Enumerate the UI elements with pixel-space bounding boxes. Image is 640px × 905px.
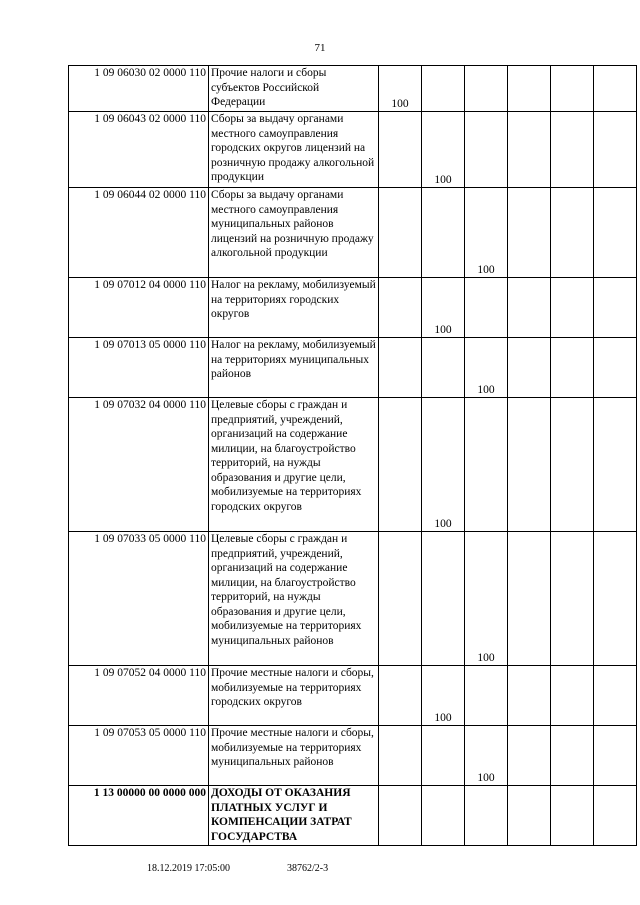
value-cell [465,726,508,786]
value-cell [551,338,594,398]
value-cell [379,726,422,786]
value-cell [508,112,551,188]
value-cell [594,278,637,338]
table-row [69,338,637,398]
value-cell [422,66,465,112]
value-cell [594,188,637,278]
table-row [69,786,637,846]
table-row [69,278,637,338]
value-text: 100 [477,651,495,664]
value-cell [551,112,594,188]
table-row [69,188,637,278]
value-cell [508,726,551,786]
row-name: Целевые сборы с граждан и предприятий, учреждений, организаций на содержание милиции, на благоустройство территорий, на нужды образования и другие цели, мобилизуемые на территориях муниципальных районов [209,532,379,666]
value-cell [508,66,551,112]
value-cell [422,786,465,846]
table-row [69,532,637,666]
value-cell [465,338,508,398]
table-row [69,726,637,786]
row-code: 1 13 00000 00 0000 000 [69,786,209,846]
row-code: 1 09 07033 05 0000 110 [69,532,209,666]
value-cell [551,66,594,112]
value-cell [508,278,551,338]
table-row [69,666,637,726]
value-cell [422,338,465,398]
value-cell [379,66,422,112]
row-name: Сборы за выдачу органами местного самоуправления городских округов лицензий на розничную продажу алкогольной продукции [209,112,379,188]
value-cell [551,786,594,846]
value-cell [465,66,508,112]
value-cell [508,666,551,726]
value-cell [379,338,422,398]
row-name: Целевые сборы с граждан и предприятий, учреждений, организаций на содержание милиции, на благоустройство территорий, на нужды образования и другие цели, мобилизуемые на территориях городских округов [209,398,379,532]
row-code: 1 09 07052 04 0000 110 [69,666,209,726]
value-cell [551,666,594,726]
value-cell [422,398,465,532]
value-cell [594,338,637,398]
table-body [69,66,637,846]
value-cell [379,666,422,726]
row-name: Прочие налоги и сборы субъектов Российской Федерации [209,66,379,112]
row-name: Налог на рекламу, мобилизуемый на территориях городских округов [209,278,379,338]
table-row [69,66,637,112]
value-cell [551,188,594,278]
page-number: 71 [314,42,326,54]
value-cell [551,398,594,532]
value-cell [422,278,465,338]
row-name: Налог на рекламу, мобилизуемый на территориях муниципальных районов [209,338,379,398]
value-cell [594,112,637,188]
value-cell [551,532,594,666]
value-text: 100 [434,711,452,724]
row-name: Сборы за выдачу органами местного самоуправления муниципальных районов лицензий на розничную продажу алкогольной продукции [209,188,379,278]
value-cell [508,786,551,846]
value-cell [379,786,422,846]
value-cell [465,278,508,338]
value-cell [379,188,422,278]
value-cell [594,532,637,666]
value-text: 100 [477,771,495,784]
value-cell [594,726,637,786]
value-cell [594,666,637,726]
value-cell [422,188,465,278]
value-cell [422,726,465,786]
value-text: 100 [434,517,452,530]
footer-doc-id: 38762/2-3 [287,863,329,874]
value-cell [465,666,508,726]
row-code: 1 09 07053 05 0000 110 [69,726,209,786]
value-cell [465,532,508,666]
footer-timestamp: 18.12.2019 17:05:00 [147,863,231,874]
value-cell [465,188,508,278]
row-code: 1 09 07012 04 0000 110 [69,278,209,338]
value-text: 100 [477,383,495,396]
value-text: 100 [391,97,409,110]
value-cell [379,398,422,532]
row-code: 1 09 07013 05 0000 110 [69,338,209,398]
value-cell [508,532,551,666]
value-cell [465,112,508,188]
value-text: 100 [434,323,452,336]
row-code: 1 09 06043 02 0000 110 [69,112,209,188]
value-cell [594,786,637,846]
value-cell [379,532,422,666]
row-name: Прочие местные налоги и сборы, мобилизуемые на территориях городских округов [209,666,379,726]
value-cell [465,786,508,846]
value-cell [508,398,551,532]
row-code: 1 09 07032 04 0000 110 [69,398,209,532]
table-row [69,112,637,188]
value-cell [551,278,594,338]
value-cell [422,112,465,188]
row-name: ДОХОДЫ ОТ ОКАЗАНИЯ ПЛАТНЫХ УСЛУГ И КОМПЕНСАЦИИ ЗАТРАТ ГОСУДАРСТВА [209,786,379,846]
value-cell [508,188,551,278]
value-cell [422,532,465,666]
row-code: 1 09 06044 02 0000 110 [69,188,209,278]
row-name: Прочие местные налоги и сборы, мобилизуемые на территориях муниципальных районов [209,726,379,786]
value-cell [465,398,508,532]
value-cell [379,278,422,338]
value-cell [594,398,637,532]
table-row [69,398,637,532]
value-cell [508,338,551,398]
row-code: 1 09 06030 02 0000 110 [69,66,209,112]
revenue-table [68,65,637,846]
value-cell [379,112,422,188]
value-cell [594,66,637,112]
value-cell [422,666,465,726]
value-cell [551,726,594,786]
value-text: 100 [434,173,452,186]
value-text: 100 [477,263,495,276]
